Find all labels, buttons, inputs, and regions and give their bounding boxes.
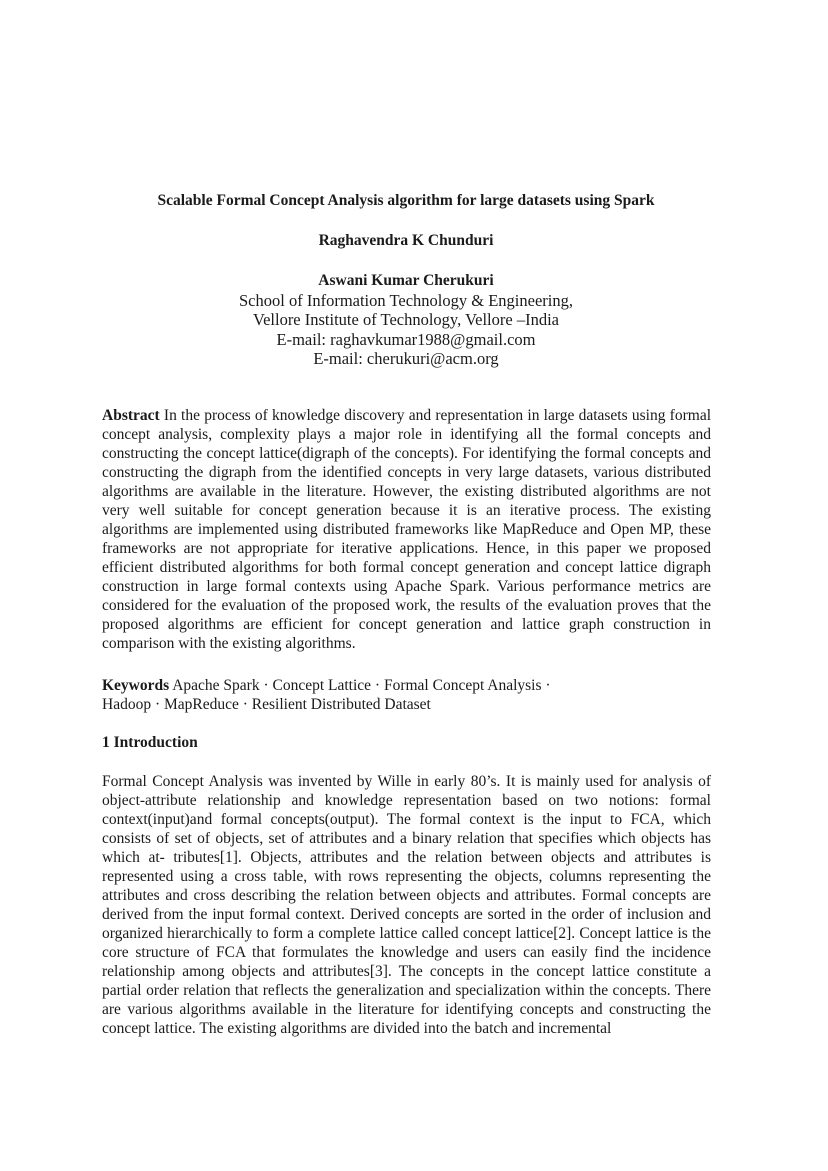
- email-2: E-mail: cherukuri@acm.org: [313, 349, 499, 368]
- affiliation-line-1: School of Information Technology & Engineering,: [239, 290, 573, 310]
- abstract-text: In the process of knowledge discovery and representation in large datasets using formal concept analysis, complexity plays a major role in identifying all the formal concepts and constructing the concept lattice(digraph of the concepts). For identifying the formal concepts and constructing the digraph from the identified concepts in very large datasets, various distributed algorithms are available in the literature. However, the existing distributed algorithms are not very well suitable for concept generation because it is an iterative process. The existing algorithms are implemented using distributed frameworks like MapReduce and Open MP, these frameworks are not appropriate for iterative applications. Hence, in this paper we proposed efficient distributed algorithms for both formal concept generation and concept lattice digraph construction in large formal contexts using Apache Spark. Various performance metrics are considered for the evaluation of the proposed work, the results of the evaluation proves that the proposed algorithms are efficient for concept generation and lattice graph construction in comparison with the existing algorithms.: [102, 407, 711, 652]
- author-name-1: Raghavendra K Chunduri: [318, 232, 494, 249]
- introduction-paragraph: Formal Concept Analysis was invented by Wille in early 80’s. It is mainly used for analysis of object-attribute relationship and knowledge representation based on two notions: formal context(input)and formal concepts(output). The formal context is the input to FCA, which consists of set of objects, set of attributes and a binary relation that specifies which objects has which at- tributes[1]. Objects, attributes and the relation between objects and attributes is represented using a cross table, with rows representing the objects, columns representing the attributes and cross describing the relation between objects and attributes. Formal concepts are derived from the input formal context. Derived concepts are sorted in the order of inclusion and organized hierarchically to form a complete lattice called concept lattice[2]. Concept lattice is the core structure of FCA that formulates the knowledge and users can easily find the incidence relationship among objects and attributes[3]. The concepts in the concept lattice constitute a partial order relation that reflects the generalization and specialization within the concepts. There are various algorithms available in the literature for identifying concepts and constructing the concept lattice. The existing algorithms are divided into the batch and incremental: [102, 773, 711, 1037]
- author-name-2: Aswani Kumar Cherukuri: [318, 272, 494, 289]
- keywords-line-1: Apache Spark · Concept Lattice · Formal Concept Analysis ·: [172, 677, 551, 694]
- affiliation-line-2: Vellore Institute of Technology, Vellore –India: [252, 310, 559, 329]
- abstract-label: Abstract: [102, 407, 160, 424]
- keywords-label: Keywords: [102, 677, 170, 694]
- keywords-line-2: Hadoop · MapReduce · Resilient Distributed Dataset: [102, 696, 431, 713]
- section-heading-introduction: 1 Introduction: [102, 734, 198, 751]
- keywords: [102, 676, 711, 714]
- abstract: [102, 406, 711, 653]
- paper-title: Scalable Formal Concept Analysis algorithm for large datasets using Spark: [157, 192, 655, 209]
- author-block-2: [0, 271, 812, 369]
- email-1: E-mail: raghavkumar1988@gmail.com: [276, 329, 536, 349]
